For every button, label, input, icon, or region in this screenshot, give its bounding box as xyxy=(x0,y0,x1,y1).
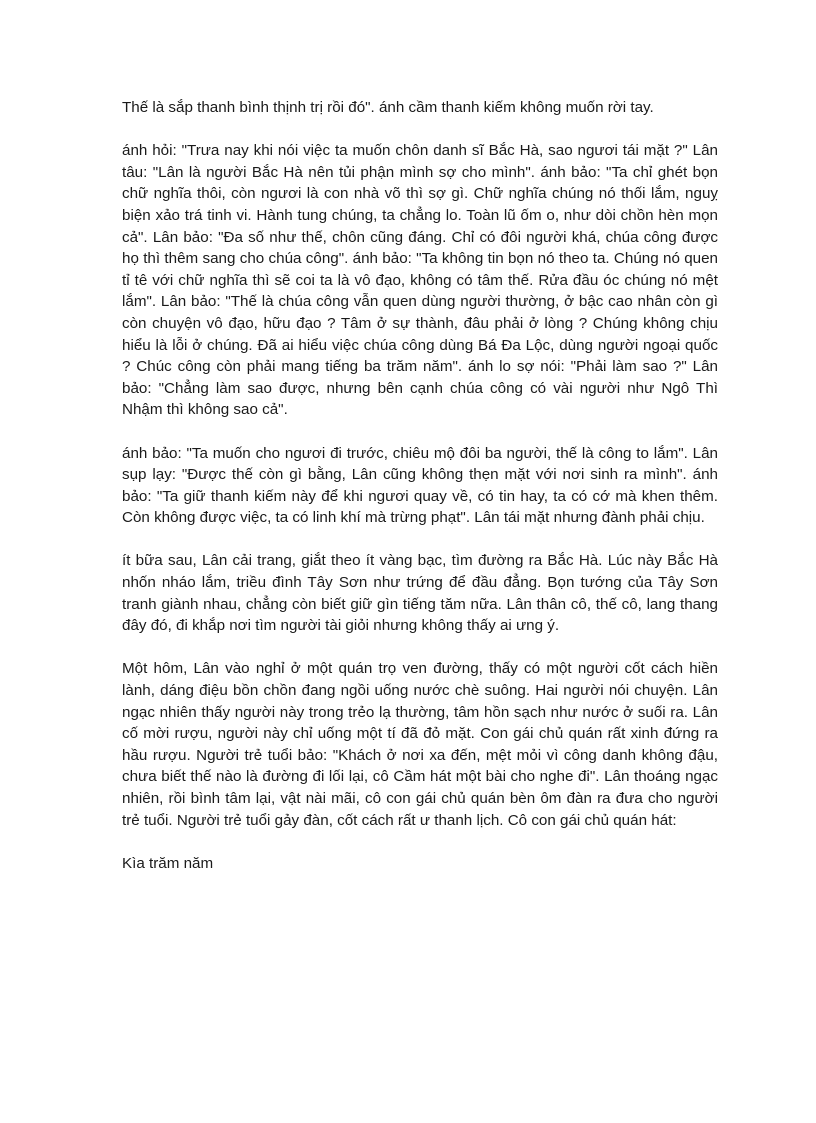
paragraph-5: Một hôm, Lân vào nghỉ ở một quán trọ ven đường, thấy có một người cốt cách hiền lành, dáng điệu bồn chồn đang ngồi uống nước chè suông. Hai người nói chuyện. Lân ngạc nhiên thấy người này trong trẻo lạ thường, tâm hồn sạch như nước ở suối ra. Lân cố mời rượu, người này chỉ uống một tí đã đỏ mặt. Con gái chủ quán rất xinh đứng ra hầu rượu. Người trẻ tuổi bảo: "Khách ở nơi xa đến, mệt mỏi vì công danh không đậu, chưa biết thế nào là đường đi lối lại, cô Cầm hát một bài cho nghe đi". Lân thoáng ngạc nhiên, rồi bình tâm lại, vật nài mãi, cô con gái chủ quán bèn ôm đàn ra đưa cho người trẻ tuổi. Người trẻ tuổi gảy đàn, cốt cách rất ư thanh lịch. Cô con gái chủ quán hát: xyxy=(122,660,718,829)
paragraph-1: Thế là sắp thanh bình thịnh trị rồi đó". ánh cầm thanh kiếm không muốn rời tay. xyxy=(122,99,654,116)
paragraph-3: ánh bảo: "Ta muốn cho ngươi đi trước, chiêu mộ đôi ba người, thế là công to lắm". Lân sụp lạy: "Được thế còn gì bằng, Lân cũng không thẹn mặt với nơi sinh ra mình". ánh bảo: "Ta giữ thanh kiếm này để khi ngươi quay về, có tin hay, ta có cớ mà khen thêm. Còn không được việc, ta có linh khí mà trừng phạt". Lân tái mặt nhưng đành phải chịu. xyxy=(122,444,718,527)
paragraph-4: ít bữa sau, Lân cải trang, giắt theo ít vàng bạc, tìm đường ra Bắc Hà. Lúc này Bắc Hà nhốn nháo lắm, triều đình Tây Sơn như trứng để đầu đẳng. Bọn tướng của Tây Sơn tranh giành nhau, chẳng còn biết giữ gìn tiếng tăm nữa. Lân thân cô, thế cô, lang thang đây đó, đi khắp nơi tìm người tài giỏi nhưng không thấy ai ưng ý. xyxy=(122,552,718,635)
document-page xyxy=(122,97,718,874)
paragraph-2: ánh hỏi: "Trưa nay khi nói việc ta muốn chôn danh sĩ Bắc Hà, sao ngươi tái mặt ?" Lân tâu: "Lân là người Bắc Hà nên tủi phận mình sợ cho mình". ánh bảo: "Ta chỉ ghét bọn chữ nghĩa thôi, còn ngươi là con nhà võ thì sợ gì. Chữ nghĩa chúng nó thối lắm, nguỵ biện xảo trá tinh vi. Hành tung chúng, ta chẳng lo. Toàn lũ ốm o, như dòi chồn hèn mọn cả". Lân bảo: "Đa số như thế, chôn cũng đáng. Chỉ có đôi người khá, chúa công được họ thì thêm sang cho chúa công". ánh bảo: "Ta không tin bọn nó theo ta. Chúng nó quen tỉ tê với chữ nghĩa thì sẽ coi ta là vô đạo, không có tâm thế. Rửa đầu óc chúng nó mệt lắm". Lân bảo: "Thế là chúa công vẫn quen dùng người thường, ở bậc cao nhân còn gì còn chuyện vô đạo, hữu đạo ? Tâm ở sự thành, đâu phải ở lòng ? Chúng không chịu hiểu là lỗi ở chúng. Đã ai hiểu việc chúa công dùng Bá Đa Lộc, dùng người ngoại quốc ? Chúc công còn phải mang tiếng ba trăm năm". ánh lo sợ nói: "Phải làm sao ?" Lân bảo: "Chẳng làm sao được, nhưng bên cạnh chúa công có vài người như Ngô Thì Nhậm thì không sao cả". xyxy=(122,142,718,419)
paragraph-6: Kìa trăm năm xyxy=(122,854,214,872)
